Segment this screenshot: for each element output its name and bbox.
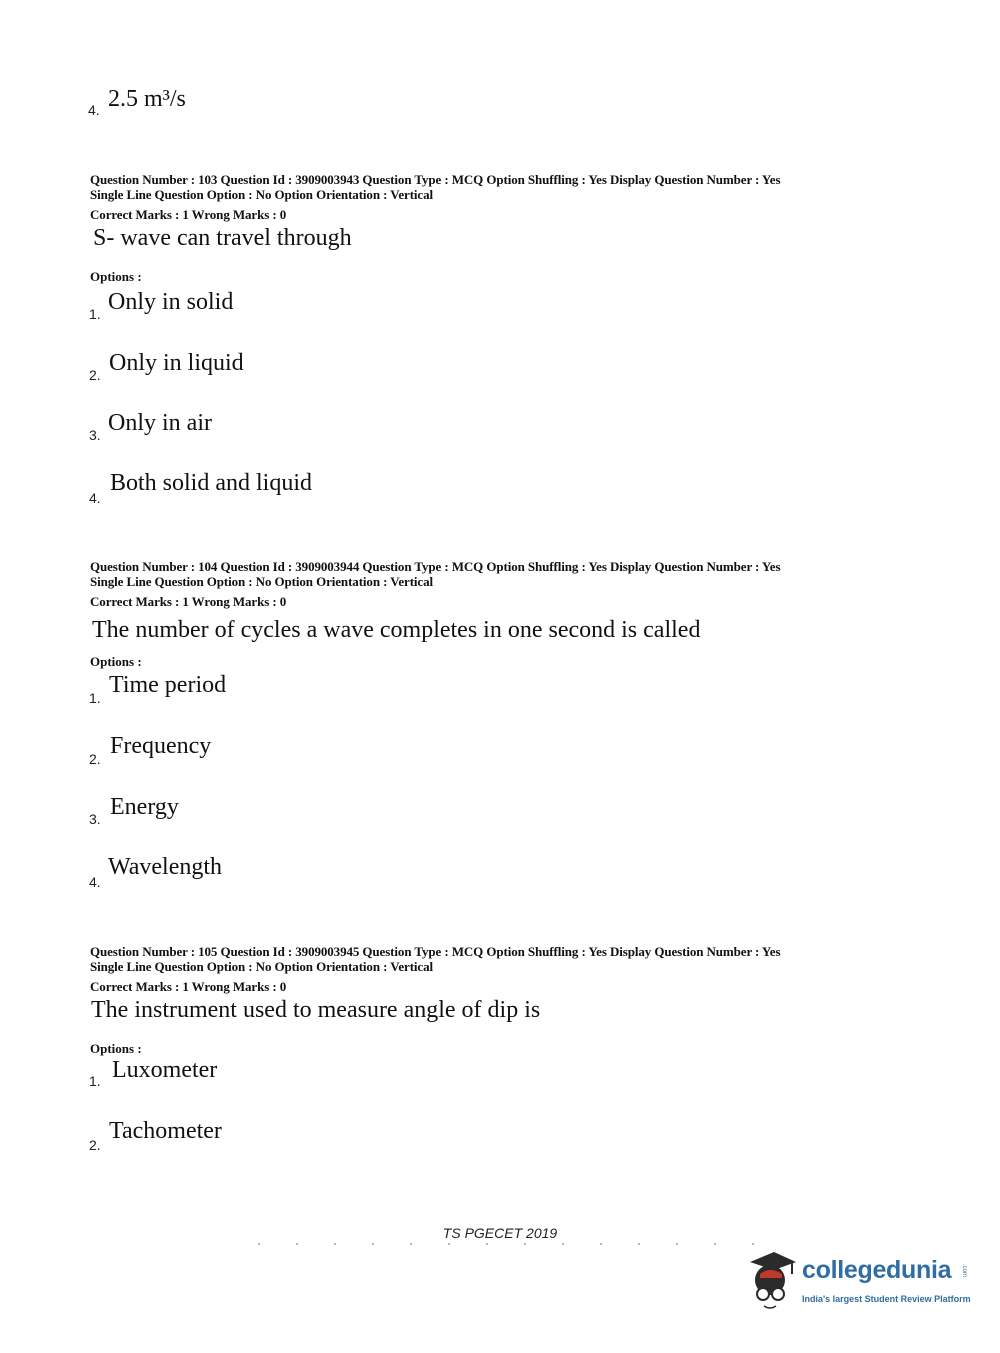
logo-domain: .com	[961, 1264, 967, 1278]
option-number: 1.	[89, 306, 101, 322]
option-number: 3.	[89, 811, 101, 827]
option-number: 1.	[89, 690, 101, 706]
footer-divider	[240, 1243, 760, 1245]
option-text: Wavelength	[108, 854, 223, 880]
options-label: Options :	[90, 269, 142, 284]
option-text: Luxometer	[112, 1057, 218, 1083]
option-text: Frequency	[110, 733, 212, 759]
options-label: Options :	[90, 654, 142, 669]
logo-tagline: India's largest Student Review Platform	[802, 1294, 971, 1304]
options-label: Options :	[90, 1041, 142, 1056]
option-number: 2.	[89, 751, 101, 767]
option-text: Only in liquid	[109, 350, 244, 376]
option-text: Only in solid	[108, 289, 234, 315]
question-marks: Correct Marks : 1 Wrong Marks : 0	[90, 594, 287, 609]
option-text: Both solid and liquid	[110, 470, 313, 496]
logo-wordmark: collegedunia	[802, 1256, 952, 1284]
option-text: Energy	[110, 794, 179, 820]
option-number: 4.	[89, 490, 101, 506]
question-text: The number of cycles a wave completes in one second is called	[92, 617, 701, 643]
question-meta-line2: Single Line Question Option : No Option Orientation : Vertical	[90, 574, 434, 589]
question-meta-line2: Single Line Question Option : No Option Orientation : Vertical	[90, 959, 434, 974]
question-text: The instrument used to measure angle of dip is	[91, 997, 541, 1023]
question-meta-line1: Question Number : 103 Question Id : 3909003943 Question Type : MCQ Option Shuffling : Yes Display Question Number : Yes	[90, 172, 781, 187]
option-number: 2.	[89, 1137, 101, 1153]
option-text: Only in air	[108, 410, 212, 436]
option-text: 2.5 m³/s	[108, 86, 186, 112]
mascot-icon	[740, 1248, 800, 1312]
question-meta-line1: Question Number : 104 Question Id : 3909003944 Question Type : MCQ Option Shuffling : Yes Display Question Number : Yes	[90, 559, 781, 574]
question-meta-line1: Question Number : 105 Question Id : 3909003945 Question Type : MCQ Option Shuffling : Yes Display Question Number : Yes	[90, 944, 781, 959]
question-meta-line2: Single Line Question Option : No Option Orientation : Vertical	[90, 187, 434, 202]
option-text: Time period	[109, 672, 227, 698]
option-number: 1.	[89, 1073, 101, 1089]
option-number: 3.	[89, 427, 101, 443]
question-text: S- wave can travel through	[93, 225, 352, 251]
question-marks: Correct Marks : 1 Wrong Marks : 0	[90, 979, 287, 994]
footer-exam-title: TS PGECET 2019	[442, 1225, 558, 1241]
collegedunia-logo	[740, 1248, 970, 1312]
option-number: 4.	[88, 102, 100, 118]
option-text: Tachometer	[109, 1118, 222, 1144]
option-number: 2.	[89, 367, 101, 383]
option-number: 4.	[89, 874, 101, 890]
question-marks: Correct Marks : 1 Wrong Marks : 0	[90, 207, 287, 222]
